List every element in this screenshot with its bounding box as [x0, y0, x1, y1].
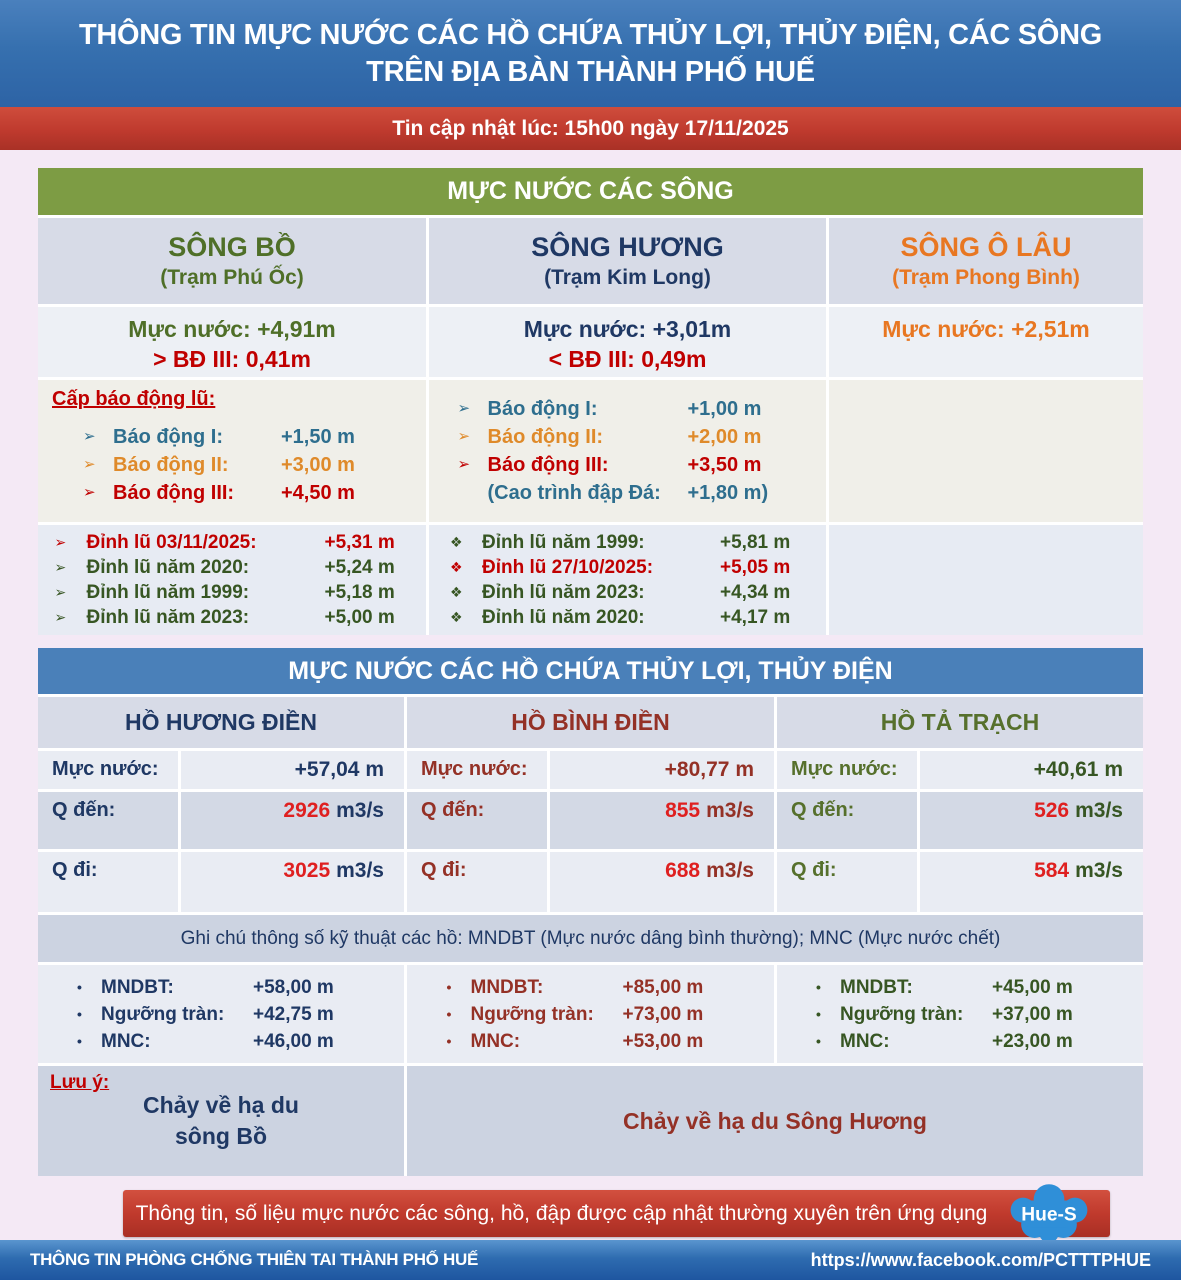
- arrow-bullet-icon: ➢: [54, 559, 67, 575]
- peak-value: +4,17 m: [720, 607, 791, 628]
- rivers-section-title: MỰC NƯỚC CÁC SÔNG: [447, 177, 734, 205]
- reservoirs-section-header: [38, 648, 1143, 694]
- water-level-song-o-lau: [829, 307, 1143, 377]
- peak-label: Đỉnh lũ năm 1999:: [482, 532, 645, 553]
- peak-label: Đỉnh lũ năm 2023:: [86, 607, 250, 628]
- river-name: SÔNG HƯƠNG: [531, 232, 724, 262]
- spec-item: [816, 974, 1104, 1001]
- spec-value: +23,00 m: [992, 1030, 1073, 1052]
- water-level-song-huong: [429, 307, 826, 377]
- river-header-song-o-lau: [829, 218, 1143, 304]
- reservoirs-table: [38, 648, 1143, 1176]
- q-out-label-binh-dien: Q đi:: [407, 852, 547, 912]
- spec-label: Ngưỡng tràn:: [840, 1003, 964, 1025]
- hue-s-logo-label: Hue-S: [1021, 1204, 1078, 1226]
- page-title-line1: THÔNG TIN MỰC NƯỚC CÁC HỒ CHỨA THỦY LỢI, THỦY ĐIỆN, CÁC SÔNG: [78, 18, 1103, 51]
- q-out-number: 584: [1034, 859, 1070, 882]
- alarm-value: +1,50 m: [281, 426, 355, 448]
- level-label-ta-trach: Mực nước:: [777, 751, 917, 789]
- q-in-number: 855: [665, 799, 701, 822]
- alarm-level-item: [83, 479, 381, 507]
- q-out-value-huong-dien: [181, 852, 404, 912]
- spec-value: +46,00 m: [253, 1030, 334, 1052]
- diamond-bullet-icon: ❖: [450, 609, 463, 625]
- notes-text-line1: Chảy về hạ du: [143, 1092, 299, 1118]
- arrow-bullet-icon: ➢: [457, 456, 471, 473]
- alarm-levels-song-bo: [38, 380, 426, 522]
- no-bullet: [458, 479, 488, 507]
- reservoir-header-huong-dien: [38, 697, 404, 748]
- page-title: [0, 0, 1181, 107]
- river-station: (Trạm Phong Bình): [892, 266, 1080, 289]
- flood-peak-item: [450, 605, 805, 630]
- alarm-label: Báo động II:: [113, 454, 229, 476]
- river-station: (Trạm Phú Ốc): [160, 266, 304, 289]
- spec-label: MNC:: [470, 1030, 521, 1052]
- page-title-line2: TRÊN ĐỊA BÀN THÀNH PHỐ HUẾ: [366, 55, 815, 88]
- q-in-unit: m3/s: [1075, 799, 1123, 822]
- alarm-level-item: [83, 423, 381, 451]
- dot-bullet-icon: •: [816, 1032, 821, 1049]
- spec-label: MNC:: [101, 1030, 151, 1052]
- spec-label: MNDBT:: [840, 976, 913, 998]
- q-out-label-huong-dien: Q đi:: [38, 852, 178, 912]
- reservoir-header-ta-trach: [777, 697, 1143, 748]
- note-label: (Cao trình đập Đá:: [487, 482, 661, 504]
- spec-value: +53,00 m: [622, 1030, 704, 1052]
- dot-bullet-icon: •: [816, 1005, 821, 1022]
- q-in-value-ta-trach: [920, 792, 1143, 849]
- peak-label: Đỉnh lũ năm 2020:: [482, 607, 645, 628]
- alarm-level-item: [458, 423, 798, 451]
- update-time-text: Tin cập nhật lúc: 15h00 ngày 17/11/2025: [392, 116, 789, 140]
- rivers-section-header: [38, 168, 1143, 215]
- arrow-bullet-icon: ➢: [54, 534, 67, 550]
- arrow-bullet-icon: ➢: [83, 456, 96, 473]
- arrow-bullet-icon: ➢: [457, 400, 471, 417]
- diamond-bullet-icon: ❖: [450, 559, 463, 575]
- alarm-level-item: [458, 451, 798, 479]
- level-value-huong-dien: [181, 751, 404, 789]
- peak-value: +5,05 m: [720, 557, 791, 578]
- notes-heading: Lưu ý:: [50, 1072, 110, 1093]
- arrow-bullet-icon: ➢: [54, 584, 67, 600]
- q-out-number: 688: [665, 859, 701, 882]
- alarm-label: Báo động II:: [487, 426, 604, 448]
- rivers-table: [38, 168, 1143, 635]
- water-level-value: Mực nước: +4,91m: [128, 316, 336, 342]
- flood-peak-item: [450, 580, 805, 605]
- dot-bullet-icon: •: [446, 1032, 452, 1049]
- spec-item: [816, 1001, 1104, 1028]
- reservoir-name: HỒ TẢ TRẠCH: [880, 709, 1040, 735]
- spec-item: [77, 974, 365, 1001]
- level-value: +57,04 m: [294, 758, 384, 781]
- specs-huong-dien: [38, 965, 404, 1063]
- spec-value: +42,75 m: [253, 1003, 334, 1025]
- q-in-value-binh-dien: [550, 792, 774, 849]
- spec-item: [77, 1028, 365, 1055]
- alarm-label: Báo động III:: [113, 482, 235, 504]
- dot-bullet-icon: •: [816, 978, 821, 995]
- peak-value: +5,81 m: [720, 532, 791, 553]
- river-name: SÔNG Ô LÂU: [900, 232, 1072, 262]
- peak-label: Đỉnh lũ năm 2020:: [86, 557, 250, 578]
- spec-item: [447, 1028, 735, 1055]
- water-level-value: Mực nước: +3,01m: [523, 316, 732, 342]
- spec-item: [816, 1028, 1104, 1055]
- q-in-label-ta-trach: Q đến:: [777, 792, 917, 849]
- footer-org-name: THÔNG TIN PHÒNG CHỐNG THIÊN TAI THÀNH PHỐ HUẾ: [30, 1250, 479, 1269]
- dam-elevation-note: [458, 479, 798, 507]
- river-header-song-bo: [38, 218, 426, 304]
- peak-value: +5,31 m: [324, 532, 395, 553]
- flood-peaks-song-huong: [429, 525, 826, 635]
- q-in-label-binh-dien: Q đến:: [407, 792, 547, 849]
- dot-bullet-icon: •: [77, 1032, 82, 1049]
- peak-label: Đỉnh lũ năm 2023:: [482, 582, 645, 603]
- alarm-label: Báo động III:: [487, 454, 609, 476]
- spec-label: Ngưỡng tràn:: [101, 1003, 225, 1025]
- spec-value: +37,00 m: [992, 1003, 1073, 1025]
- q-in-label-huong-dien: Q đến:: [38, 792, 178, 849]
- alarm-value: +4,50 m: [281, 482, 355, 504]
- q-out-value-binh-dien: [550, 852, 774, 912]
- hue-s-logo: [1001, 1181, 1097, 1245]
- q-out-unit: m3/s: [336, 859, 384, 882]
- alarm-value: +3,00 m: [281, 454, 355, 476]
- flood-alarm-heading: Cấp báo động lũ:: [52, 388, 216, 410]
- footer-bar: [0, 1240, 1181, 1280]
- dot-bullet-icon: •: [77, 1005, 82, 1022]
- q-out-value-ta-trach: [920, 852, 1143, 912]
- alarm-compare-value: > BĐ III: 0,41m: [153, 346, 311, 372]
- peak-label: Đỉnh lũ 03/11/2025:: [86, 532, 257, 553]
- flood-peak-item: [55, 580, 410, 605]
- level-value-binh-dien: [550, 751, 774, 789]
- water-level-value: Mực nước: +2,51m: [882, 316, 1090, 342]
- alarm-value: +2,00 m: [687, 426, 762, 448]
- peak-value: +4,34 m: [720, 582, 791, 603]
- arrow-bullet-icon: ➢: [54, 609, 67, 625]
- reservoir-name: HỒ HƯƠNG ĐIỀN: [124, 709, 318, 735]
- dot-bullet-icon: •: [446, 1005, 452, 1022]
- alarm-level-item: [458, 395, 798, 423]
- app-promo-bar: [123, 1190, 1110, 1237]
- reservoir-name: HỒ BÌNH ĐIỀN: [511, 709, 670, 735]
- update-time-bar: [0, 107, 1181, 150]
- alarm-value: +3,50 m: [687, 454, 762, 476]
- q-in-unit: m3/s: [706, 799, 754, 822]
- q-out-unit: m3/s: [706, 859, 754, 882]
- alarm-value: +1,00 m: [687, 398, 762, 420]
- q-in-unit: m3/s: [336, 799, 384, 822]
- arrow-bullet-icon: ➢: [457, 428, 471, 445]
- alarm-compare-value: < BĐ III: 0,49m: [548, 346, 707, 372]
- spec-label: MNDBT:: [101, 976, 174, 998]
- flood-peak-item: [450, 555, 805, 580]
- alarm-levels-song-o-lau-empty: [829, 380, 1143, 522]
- alarm-level-item: [83, 451, 381, 479]
- diamond-bullet-icon: ❖: [450, 584, 463, 600]
- level-value: +80,77 m: [664, 758, 754, 781]
- level-value: +40,61 m: [1033, 758, 1123, 781]
- spec-label: MNC:: [840, 1030, 890, 1052]
- spec-value: +85,00 m: [622, 976, 704, 998]
- water-level-song-bo: [38, 307, 426, 377]
- notes-cell-song-bo: [38, 1066, 404, 1176]
- river-name: SÔNG BỒ: [168, 232, 296, 262]
- q-in-number: 2926: [283, 799, 331, 822]
- river-station: (Trạm Kim Long): [544, 266, 711, 289]
- peak-value: +5,00 m: [324, 607, 395, 628]
- peak-label: Đỉnh lũ năm 1999:: [86, 582, 250, 603]
- reservoir-header-binh-dien: [407, 697, 774, 748]
- spec-item: [447, 1001, 735, 1028]
- spec-value: +45,00 m: [992, 976, 1073, 998]
- flood-peak-item: [55, 530, 410, 555]
- river-header-song-huong: [429, 218, 826, 304]
- dot-bullet-icon: •: [446, 978, 452, 995]
- app-promo-text: Thông tin, số liệu mực nước các sông, hồ, đập được cập nhật thường xuyên trên ứng dụng: [135, 1201, 988, 1225]
- diamond-bullet-icon: ❖: [450, 534, 463, 550]
- alarm-levels-song-huong: [429, 380, 826, 522]
- specs-binh-dien: [407, 965, 774, 1063]
- flood-peak-item: [55, 555, 410, 580]
- peak-value: +5,18 m: [324, 582, 395, 603]
- level-label-binh-dien: Mực nước:: [407, 751, 547, 789]
- level-value-ta-trach: [920, 751, 1143, 789]
- spec-label: Ngưỡng tràn:: [470, 1003, 594, 1025]
- level-label-huong-dien: Mực nước:: [38, 751, 178, 789]
- peak-value: +5,24 m: [324, 557, 395, 578]
- alarm-label: Báo động I:: [487, 398, 598, 420]
- q-in-value-huong-dien: [181, 792, 404, 849]
- tech-note: Ghi chú thông số kỹ thuật các hồ: MNDBT (Mực nước dâng bình thường); MNC (Mực nước chết): [38, 915, 1143, 962]
- facebook-link[interactable]: https://www.facebook.com/PCTTTPHUE: [810, 1249, 1151, 1270]
- q-in-number: 526: [1034, 799, 1070, 822]
- notes-cell-song-huong: Chảy về hạ du Sông Hương: [407, 1066, 1143, 1176]
- reservoirs-section-title: MỰC NƯỚC CÁC HỒ CHỨA THỦY LỢI, THỦY ĐIỆN: [288, 656, 893, 685]
- q-out-label-ta-trach: Q đi:: [777, 852, 917, 912]
- alarm-label: Báo động I:: [113, 426, 223, 448]
- spec-label: MNDBT:: [470, 976, 544, 998]
- flood-peak-item: [450, 530, 805, 555]
- peak-label: Đỉnh lũ 27/10/2025:: [482, 557, 654, 578]
- notes-text-line2: sông Bồ: [175, 1123, 267, 1149]
- q-out-number: 3025: [283, 859, 331, 882]
- dot-bullet-icon: •: [77, 978, 82, 995]
- q-out-unit: m3/s: [1075, 859, 1123, 882]
- note-value: +1,80 m): [687, 482, 769, 504]
- spec-value: +73,00 m: [622, 1003, 704, 1025]
- arrow-bullet-icon: ➢: [83, 428, 96, 445]
- flood-peak-item: [55, 605, 410, 630]
- flood-peaks-song-bo: [38, 525, 426, 635]
- flood-peaks-song-o-lau-empty: [829, 525, 1143, 635]
- arrow-bullet-icon: ➢: [83, 484, 96, 501]
- spec-item: [447, 974, 735, 1001]
- spec-item: [77, 1001, 365, 1028]
- specs-ta-trach: [777, 965, 1143, 1063]
- spec-value: +58,00 m: [253, 976, 334, 998]
